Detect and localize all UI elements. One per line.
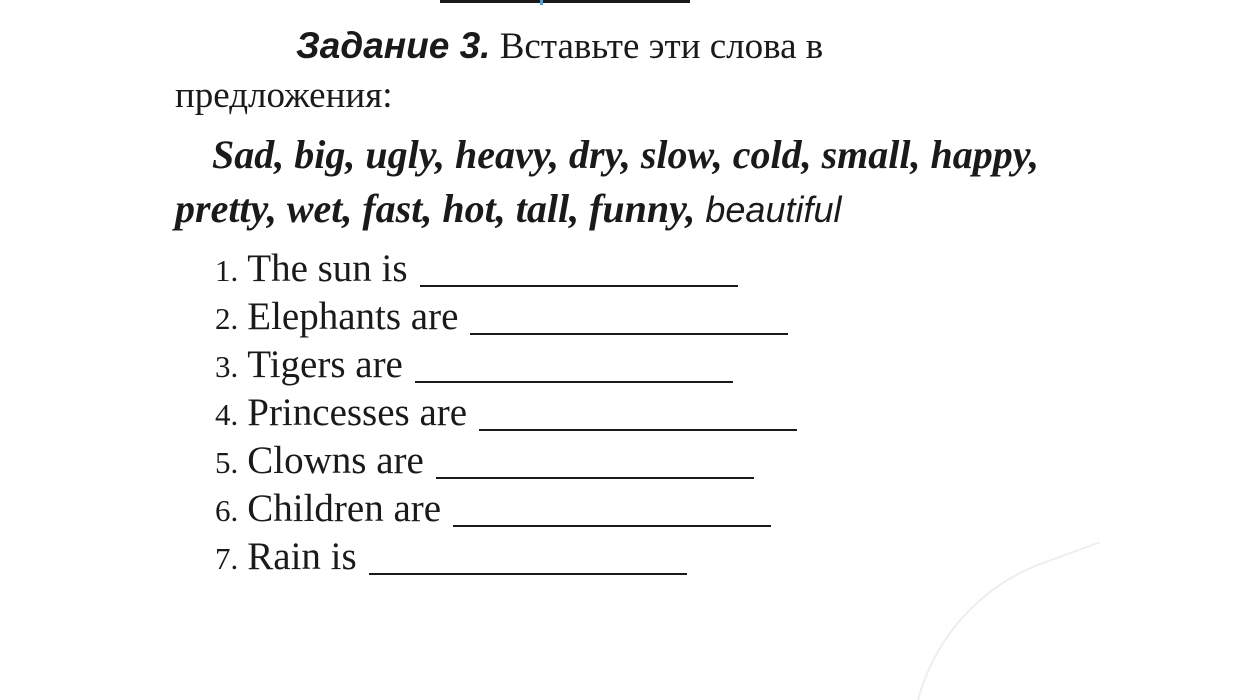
- sentence-list: [215, 246, 797, 582]
- previous-answer-line: [440, 0, 690, 3]
- sentence-item: [215, 294, 797, 342]
- answer-blank[interactable]: [436, 477, 754, 479]
- sentence-item: [215, 534, 797, 582]
- sentence-number: 4.: [215, 397, 239, 432]
- word-bank-last-word: beautiful: [705, 189, 842, 230]
- sentence-text: Elephants are: [247, 295, 459, 338]
- sentence-text: Princesses are: [247, 391, 468, 434]
- sentence-number: 7.: [215, 541, 239, 576]
- answer-blank[interactable]: [415, 381, 733, 383]
- cursor-mark: [540, 0, 543, 5]
- task-label: Задание 3.: [296, 25, 491, 66]
- sentence-number: 1.: [215, 253, 239, 288]
- sentence-item: [215, 486, 797, 534]
- sentence-text: Rain is: [247, 535, 357, 578]
- sentence-item: [215, 438, 797, 486]
- task-heading: [296, 24, 823, 69]
- sentence-number: 5.: [215, 445, 239, 480]
- task-instruction-continued: предложения:: [175, 75, 393, 116]
- sentence-item: [215, 246, 797, 294]
- sentence-text: Tigers are: [247, 343, 403, 386]
- answer-blank[interactable]: [369, 573, 687, 575]
- word-bank-line-1: Sad, big, ugly, heavy, dry, slow, cold, small, happy,: [212, 132, 1040, 177]
- answer-blank[interactable]: [420, 285, 738, 287]
- answer-blank[interactable]: [453, 525, 771, 527]
- sentence-number: 2.: [215, 301, 239, 336]
- task-instruction: Вставьте эти слова в: [499, 26, 824, 67]
- word-bank-line-2-text: pretty, wet, fast, hot, tall, funny,: [175, 186, 696, 231]
- sentence-text: Clowns are: [247, 439, 424, 482]
- sentence-item: [215, 342, 797, 390]
- page-curl-shadow: [853, 541, 1168, 700]
- sentence-text: Children are: [247, 487, 442, 530]
- sentence-item: [215, 390, 797, 438]
- sentence-number: 3.: [215, 349, 239, 384]
- sentence-text: The sun is: [247, 247, 408, 290]
- word-bank-line-2: [175, 186, 842, 233]
- sentence-number: 6.: [215, 493, 239, 528]
- answer-blank[interactable]: [470, 333, 788, 335]
- answer-blank[interactable]: [479, 429, 797, 431]
